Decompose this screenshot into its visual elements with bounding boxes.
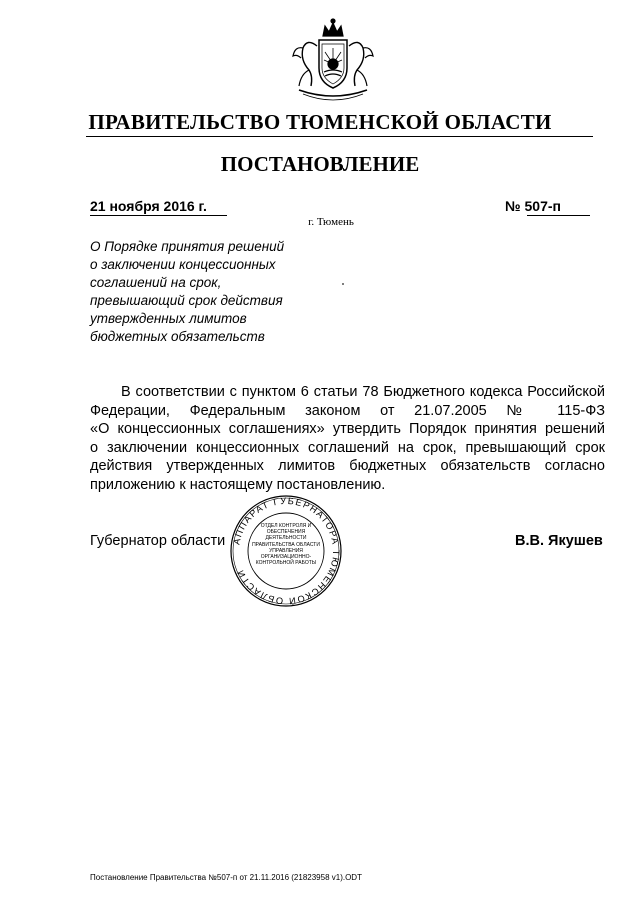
document-city: г. Тюмень	[308, 216, 354, 228]
scan-speck	[342, 283, 344, 285]
document-number: № 507-п	[505, 198, 561, 214]
seal-inner-text: ОТДЕЛ КОНТРОЛЯ И ОБЕСПЕЧЕНИЯ ДЕЯТЕЛЬНОСТИ ПРАВИТЕЛЬСТВА ОБЛАСТИ УПРАВЛЕНИЯ ОРГАНИЗАЦИОННО-КОНТРОЛЬНОЙ РАБОТЫ	[252, 523, 320, 567]
title-underline	[86, 136, 593, 137]
body-line: В соответствии с пунктом 6 статьи 78 Бюджетного кодекса Российской	[121, 384, 605, 400]
subject-line: утвержденных лимитов	[90, 311, 247, 326]
body-line: о заключении концессионных соглашений на срок, превышающий срок	[90, 439, 605, 456]
body-line: «О концессионных соглашениях» утвердить Порядок принятия решений	[90, 421, 605, 437]
document-footer: Постановление Правительства №507-п от 21.11.2016 (21823958 v1).ODT	[90, 873, 362, 882]
body-line: приложению к настоящему постановлению.	[90, 476, 386, 493]
subject-line: соглашений на срок,	[90, 275, 222, 290]
official-seal-icon	[228, 493, 344, 609]
signer-title: Губернатор области	[90, 533, 226, 549]
resolution-body	[90, 383, 605, 494]
document-date: 21 ноября 2016 г.	[90, 198, 207, 214]
subject-line: о заключении концессионных	[90, 257, 276, 272]
body-line: Федерации, Федеральным законом от 21.07.2005 № 115-ФЗ	[90, 402, 605, 419]
signer-name: В.В. Якушев	[515, 533, 603, 549]
document-type: ПОСТАНОВЛЕНИЕ	[220, 152, 420, 176]
government-title: ПРАВИТЕЛЬСТВО ТЮМЕНСКОЙ ОБЛАСТИ	[88, 110, 552, 134]
body-line: действия утвержденных лимитов бюджетных обязательств согласно	[90, 458, 605, 474]
subject-line: бюджетных обязательств	[90, 329, 265, 344]
subject-line: О Порядке принятия решений	[90, 239, 285, 254]
subject-line: превышающий срок действия	[90, 293, 283, 308]
seal-outer-text: АППАРАТ ГУБЕРНАТОРА ТЮМЕНСКОЙ ОБЛАСТИ	[231, 495, 342, 607]
coat-of-arms-icon	[283, 16, 383, 106]
document-subject	[90, 238, 330, 346]
